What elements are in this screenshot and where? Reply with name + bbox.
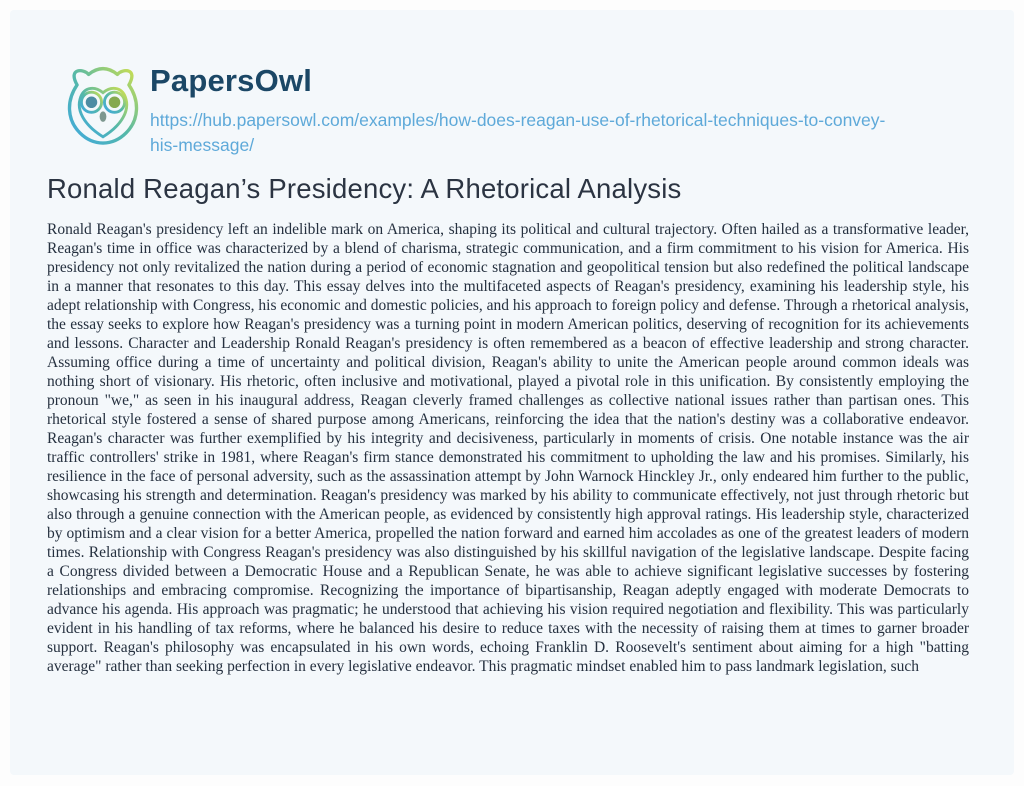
brand-name: PapersOwl xyxy=(150,63,313,98)
document-card xyxy=(10,10,1014,775)
page-title: Ronald Reagan’s Presidency: A Rhetorical Analysis xyxy=(47,173,682,204)
source-url-link[interactable]: https://hub.papersowl.com/examples/how-does-reagan-use-of-rhetorical-techniques-to-convey-his-message/ xyxy=(150,110,886,155)
owl-logo-icon xyxy=(55,148,151,165)
essay-body-text: Ronald Reagan's presidency left an indelible mark on America, shaping its political and cultural trajectory. Often hailed as a transformative leader, Reagan's time in office was characterized by a blend of charisma, strategic communication, and a firm commitment to his vision for America. His presidency not only revitalized the nation during a period of economic stagnation and geopolitical tension but also redefined the political landscape in a manner that resonates to this day. This essay delves into the multifaceted aspects of Reagan's presidency, examining his leadership style, his adept relationship with Congress, his economic and domestic policies, and his approach to foreign policy and defense. Through a rhetorical analysis, the essay seeks to explore how Reagan's presidency was a turning point in modern American politics, deserving of recognition for its achievements and lessons. Character and Leadership Ronald Reagan's presidency is often remembered as a beacon of effective leadership and strong character. Assuming office during a time of uncertainty and political division, Reagan's ability to unite the American people around common ideals was nothing short of visionary. His rhetoric, often inclusive and motivational, played a pivotal role in this unification. By consistently employing the pronoun "we," as seen in his inaugural address, Reagan cleverly framed challenges as collective national issues rather than partisan ones. This rhetorical style fostered a sense of shared purpose among Americans, reinforcing the idea that the nation's destiny was a collaborative endeavor. Reagan's character was further exemplified by his integrity and decisiveness, particularly in moments of crisis. One notable instance was the air traffic controllers' strike in 1981, where Reagan's firm stance demonstrated his commitment to upholding the law and his promises. Similarly, his resilience in the face of personal adversity, such as the assassination attempt by John Warnock Hinckley Jr., only endeared him further to the public, showcasing his strength and determination. Reagan's presidency was marked by his ability to communicate effectively, not just through rhetoric but also through a genuine connection with the American people, as evidenced by consistently high approval ratings. His leadership style, characterized by optimism and a clear vision for a better America, propelled the nation forward and earned him accolades as one of the greatest leaders of modern times. Relationship with Congress Reagan's presidency was also distinguished by his skillful navigation of the legislative landscape. Despite facing a Congress divided between a Democratic House and a Republican Senate, he was able to achieve significant legislative successes by fostering relationships and embracing compromise. Recognizing the importance of bipartisanship, Reagan adeptly engaged with moderate Democrats to advance his agenda. His approach was pragmatic; he understood that achieving his vision required negotiation and flexibility. This was particularly evident in his handling of tax reforms, where he balanced his desire to reduce taxes with the necessity of raising them at times to garner broader support. Reagan's philosophy was encapsulated in his own words, echoing Franklin D. Roosevelt's sentiment about aiming for a high "batting average" rather than seeking perfection in every legislative endeavor. This pragmatic mindset enabled him to pass landmark legislation, such xyxy=(47,221,969,675)
papersowl-logo xyxy=(55,55,151,161)
